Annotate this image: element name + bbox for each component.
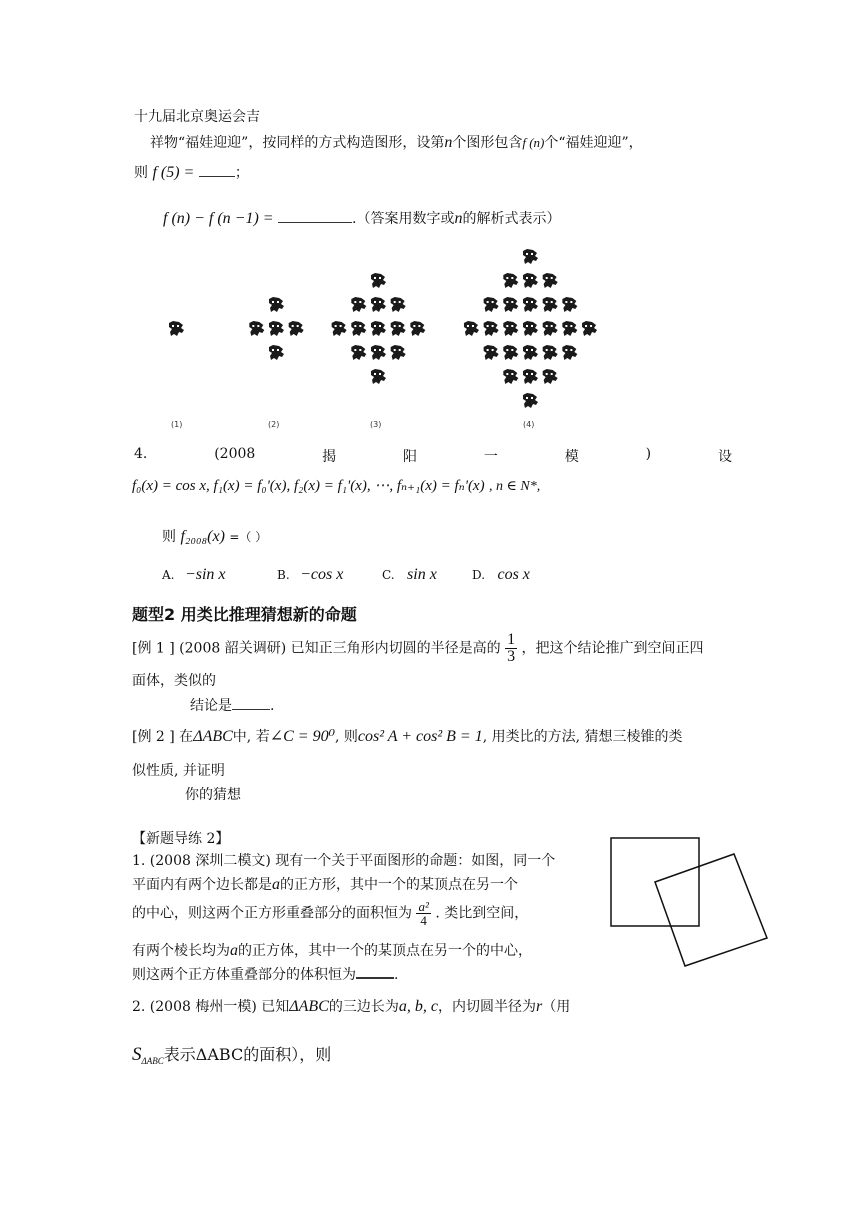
p1-line5a: 则这两个正方体重叠部分的体积恒为 [132, 967, 356, 983]
ex2-line2: 似性质, 并证明 [132, 763, 225, 779]
fuwa-icon [351, 297, 366, 312]
fuwa-icon [562, 321, 577, 336]
fuwa-figure-1 [169, 321, 184, 336]
p1-line5 [132, 963, 398, 984]
q4-option-b[interactable] [277, 566, 343, 584]
p1-line4b: 的正方体，其中一个的某顶点在另一个的中心， [238, 943, 532, 959]
fuwa-icon [269, 321, 284, 336]
fuwa-figure-2 [249, 297, 303, 360]
q4-source-2: 揭 [322, 449, 337, 465]
intro-fn: f (n) [522, 135, 545, 150]
fuwa-icon [562, 297, 577, 312]
p1-frac-num: a² [418, 899, 429, 914]
diff-after-n: n [454, 210, 463, 227]
p1-line3a: 的中心，则这两个正方形重叠部分的面积恒为 [132, 905, 412, 922]
figure-label-3: (3) [370, 420, 382, 429]
ex1-line1 [132, 632, 704, 665]
overlapping-squares-diagram [605, 834, 775, 972]
intro-line2-text: 祥物“福娃迎迎”，按同样的方式构造图形，设第 [150, 135, 445, 151]
diff-after: .（答案用数字或 [352, 211, 455, 227]
q4-domain: , n ∈ N*, [489, 479, 541, 494]
fuwa-icon [582, 321, 597, 336]
p1-line2 [132, 874, 518, 894]
q4-source-1: (2008 [214, 446, 256, 462]
fuwa-icon [503, 321, 518, 336]
square-2 [655, 854, 767, 966]
p2-area-subscript: ΔABC [141, 1055, 164, 1066]
fuwa-icon [523, 345, 538, 360]
f5-expression: f (5) = [152, 164, 195, 181]
q4-source-3: 阳 [403, 449, 418, 465]
fuwa-figure-3 [332, 273, 426, 384]
ex1-line1b: ，把这个结论推广到空间正四 [521, 640, 704, 657]
option-d-value: cos x [497, 566, 530, 583]
option-d-label: D. [472, 568, 486, 582]
fuwa-icon [523, 369, 538, 384]
intro-line3b: ； [234, 165, 249, 181]
p2-triangle: ΔABC [289, 998, 329, 1015]
intro-line2 [150, 132, 643, 152]
q4-definition-line [132, 476, 540, 495]
fuwa-icon [484, 297, 499, 312]
fuwa-icon [543, 369, 558, 384]
p1-line2b: 的正方形，其中一个的某顶点在另一个 [280, 877, 518, 893]
p1-a: a [272, 876, 280, 893]
fuwa-icon [503, 297, 518, 312]
p2-line1 [132, 996, 570, 1016]
ex2-condition: ∠C = 90⁰ [269, 728, 335, 745]
figure-label-4: (4) [523, 420, 535, 429]
ex2-line3: 你的猜想 [185, 787, 241, 803]
intro-line2c: 个“福娃迎迎”， [544, 135, 643, 151]
p1-line4 [132, 940, 532, 960]
ex2-triangle: ΔABC [193, 728, 233, 745]
fuwa-icon [371, 369, 386, 384]
diff-expression: f (n) − f (n −1) = [163, 210, 274, 227]
fuwa-icon [269, 345, 284, 360]
ex1-frac-num: 1 [507, 631, 516, 648]
p1-line1: 1. (2008 深圳二模文) 现有一个关于平面图形的命题：如图，同一个 [132, 853, 556, 869]
diff-line [163, 208, 561, 228]
q4-ask-a: 则 [162, 529, 176, 545]
q4-option-a[interactable] [162, 566, 226, 584]
p1-line3 [132, 900, 528, 927]
ex2-equation: cos² A + cos² B = 1 [357, 728, 483, 745]
fuwa-icon [562, 345, 577, 360]
fuwa-icon [371, 321, 386, 336]
section-heading: 题型2 用类比推理猜想新的命题 [132, 605, 357, 624]
fuwa-icon [464, 321, 479, 336]
fuwa-icon [543, 273, 558, 288]
p2-line1c: ，内切圆半径为 [437, 999, 536, 1015]
p1-line4a: 有两个棱长均为 [132, 943, 230, 959]
p2-line1a: 2. (2008 梅州一模) 已知 [132, 999, 290, 1015]
p1-line5b: . [394, 967, 399, 983]
q4-line1 [134, 446, 732, 466]
diff-answer-blank[interactable] [278, 208, 352, 223]
fuwa-icon [391, 345, 406, 360]
fuwa-icon [351, 345, 366, 360]
fuwa-icon [523, 321, 538, 336]
q4-source-5: 模 [564, 449, 579, 465]
p1-frac-den: 4 [420, 913, 427, 928]
q4-definition: f₀(x) = cos x, f₁(x) = f₀'(x), f₂(x) = f₁'(x), ⋯, fₙ₊₁(x) = fₙ'(x) [132, 478, 485, 494]
figures-group [169, 249, 597, 408]
diff-after2: 的解析式表示） [462, 211, 561, 227]
p2-line1d: （用 [542, 999, 571, 1015]
p1-line2a: 平面内有两个边长都是 [132, 877, 272, 893]
fuwa-icon [351, 321, 366, 336]
p2-line1b: 的三边长为 [328, 999, 399, 1015]
fuwa-icon [332, 321, 347, 336]
fuwa-figure-4 [464, 249, 597, 408]
q4-number: 4. [134, 446, 148, 462]
fuwa-icon [410, 321, 425, 336]
q4-ask-b: =（ ） [229, 530, 268, 544]
fuwa-icon [269, 297, 284, 312]
p2-line2a: 表示ΔABC的面积），则 [163, 1045, 332, 1064]
p1-line3b: . 类比到空间， [435, 905, 529, 922]
fuwa-icon [523, 297, 538, 312]
ex2-line1 [132, 726, 683, 746]
q4-source-7: 设 [717, 449, 732, 465]
fuwa-icon [484, 321, 499, 336]
fuwa-icon [503, 273, 518, 288]
ex2-line1d: , 用类比的方法, 猜想三棱锥的类 [482, 729, 683, 745]
ex1-line3 [190, 695, 274, 715]
fuwa-icon [391, 321, 406, 336]
ex1-line3a: 结论是 [190, 698, 232, 714]
intro-line2b: 个图形包含 [452, 135, 523, 151]
p1-a2: a [230, 942, 238, 959]
option-a-value: −sin x [184, 566, 226, 583]
intro-line3a: 则 [134, 165, 148, 181]
p1-answer-blank[interactable] [356, 963, 394, 979]
intro-n: n [444, 134, 453, 151]
option-b-value: −cos x [300, 566, 344, 583]
fuwa-icon [523, 393, 538, 408]
ex1-line2: 面体，类似的 [132, 673, 216, 689]
ex1-frac-den: 3 [507, 648, 516, 665]
fuwa-icon [289, 321, 304, 336]
fuwa-icon [371, 345, 386, 360]
p2-sides: a, b, c [398, 998, 438, 1015]
figure-label-2: (2) [268, 420, 280, 429]
q4-ask-line [162, 526, 267, 546]
figure-label-1: (1) [171, 420, 183, 429]
fuwa-icon [503, 345, 518, 360]
f5-answer-blank[interactable] [199, 162, 235, 177]
q4-source-6: ) [645, 446, 652, 462]
fuwa-icon [543, 321, 558, 336]
fuwa-pattern-figures [0, 236, 860, 432]
fuwa-icon [543, 297, 558, 312]
ex2-line1b: 中, 若 [232, 729, 270, 745]
option-c-value: sin x [407, 566, 437, 583]
fuwa-icon [484, 345, 499, 360]
option-a-label: A. [162, 568, 175, 582]
fuwa-icon [503, 369, 518, 384]
fuwa-icon [523, 273, 538, 288]
fuwa-icon [371, 297, 386, 312]
p2-area-symbol: S [132, 1044, 142, 1065]
q4-source-4: 一 [483, 449, 498, 465]
q4-ask-f: f₂₀₀₈(x) [180, 528, 225, 545]
fuwa-icon [543, 345, 558, 360]
option-b-label: B. [277, 568, 290, 582]
fuwa-icon [371, 273, 386, 288]
ex2-line1c: , 则 [335, 729, 358, 745]
p1-fraction [416, 900, 430, 927]
ex1-answer-blank[interactable] [232, 695, 270, 710]
ex1-fraction [505, 632, 517, 665]
intro-line3 [134, 162, 249, 182]
practice-title: 【新题导练 2】 [132, 831, 230, 847]
fuwa-icon [169, 321, 184, 336]
ex2-line1a: [例 2 ] 在 [132, 729, 194, 745]
intro-line1: 十九届北京奥运会吉 [134, 109, 260, 125]
p2-r: r [535, 998, 543, 1015]
p2-line2 [132, 1042, 331, 1066]
fuwa-icon [391, 297, 406, 312]
ex1-line3b: . [270, 698, 275, 714]
option-c-label: C. [382, 568, 395, 582]
fuwa-icon [249, 321, 264, 336]
q4-option-c[interactable] [382, 566, 437, 584]
ex1-line1a: [例 1 ] (2008 韶关调研) 已知正三角形内切圆的半径是高的 [132, 640, 501, 657]
fuwa-icon [523, 249, 538, 264]
q4-option-d[interactable] [472, 566, 530, 584]
